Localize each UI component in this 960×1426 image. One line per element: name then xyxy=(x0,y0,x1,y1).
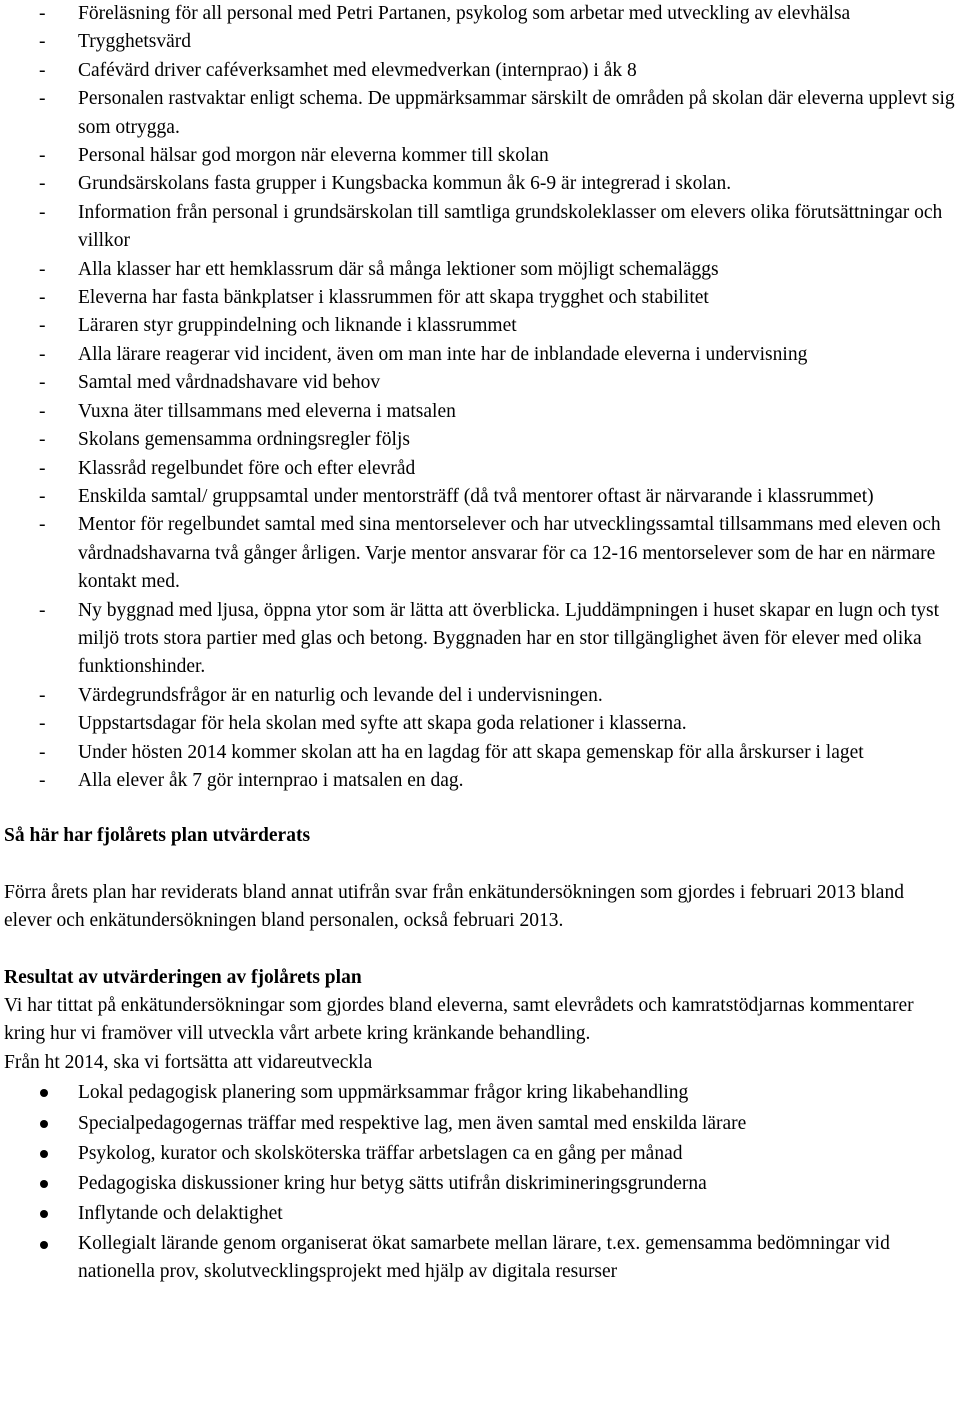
bullet-item: Inflytande och delaktighet xyxy=(4,1199,956,1229)
list-item: - Ny byggnad med ljusa, öppna ytor som är lätta att överblicka. Ljuddämpningen i huset skapar en lugn och tyst miljö trots stora partier med glas och betong. Byggnaden har en stor tillgänglighet även för elever med olika funktionshinder. xyxy=(4,597,956,682)
list-item: - Uppstartsdagar för hela skolan med syfte att skapa goda relationer i klasserna. xyxy=(4,710,956,738)
development-list xyxy=(4,1078,956,1286)
section-heading-results: Resultat av utvärderingen av fjolårets plan xyxy=(4,966,362,988)
list-item: - Eleverna har fasta bänkplatser i klassrummen för att skapa trygghet och stabilitet xyxy=(4,284,956,312)
list-item: - Värdegrundsfrågor är en naturlig och levande del i undervisningen. xyxy=(4,682,956,710)
list-item: - Grundsärskolans fasta grupper i Kungsbacka kommun åk 6-9 är integrerad i skolan. xyxy=(4,170,956,198)
section-heading-evaluation: Så här har fjolårets plan utvärderats xyxy=(4,825,311,847)
list-item: - Föreläsning för all personal med Petri Partanen, psykolog som arbetar med utveckling av elevhälsa xyxy=(4,0,956,28)
list-item: - Alla lärare reagerar vid incident, även om man inte har de inblandade eleverna i undervisning xyxy=(4,341,956,369)
list-item: - Skolans gemensamma ordningsregler följs xyxy=(4,426,956,454)
list-item: - Mentor för regelbundet samtal med sina mentorselever och har utvecklingssamtal tillsammans med eleven och vårdnadshavarna två gånger årligen. Varje mentor ansvarar för ca 12-16 mentorselever som de har en närmare kontakt med. xyxy=(4,511,956,596)
bullet-item: Specialpedagogernas träffar med respektive lag, men även samtal med enskilda lärare xyxy=(4,1109,956,1139)
list-item: - Under hösten 2014 kommer skolan att ha en lagdag för att skapa gemenskap för alla årskurser i laget xyxy=(4,739,956,767)
list-item: - Trygghetsvärd xyxy=(4,28,956,56)
list-item: - Cafévärd driver caféverksamhet med elevmedverkan (internprao) i åk 8 xyxy=(4,57,956,85)
list-item: - Alla klasser har ett hemklassrum där så många lektioner som möjligt schemaläggs xyxy=(4,256,956,284)
results-lead: Från ht 2014, ska vi fortsätta att vidareutveckla xyxy=(4,1051,373,1073)
bullet-item: Lokal pedagogisk planering som uppmärksammar frågor kring likabehandling xyxy=(4,1078,956,1108)
bullet-item: Kollegialt lärande genom organiserat ökat samarbete mellan lärare, t.ex. gemensamma bedömningar vid nationella prov, skolutvecklingsprojekt med hjälp av digitala resurser xyxy=(4,1230,956,1287)
bullet-item: Pedagogiska diskussioner kring hur betyg sätts utifrån diskrimineringsgrunderna xyxy=(4,1169,956,1199)
evaluation-paragraph: Förra årets plan har reviderats bland annat utifrån svar från enkätundersökningen som gjordes i februari 2013 bland elever och enkätundersökningen bland personalen, också februari 2013. xyxy=(4,881,904,932)
list-item: - Enskilda samtal/ gruppsamtal under mentorsträff (då två mentorer oftast är närvarande i klassrummet) xyxy=(4,483,956,511)
list-item: - Läraren styr gruppindelning och liknande i klassrummet xyxy=(4,312,956,340)
list-item: - Personalen rastvaktar enligt schema. De uppmärksammar särskilt de områden på skolan där eleverna upplevt sig som otrygga. xyxy=(4,85,956,142)
list-item: - Vuxna äter tillsammans med eleverna i matsalen xyxy=(4,398,956,426)
list-item: - Samtal med vårdnadshavare vid behov xyxy=(4,369,956,397)
results-paragraph: Vi har tittat på enkätundersökningar som gjordes bland eleverna, samt elevrådets och kamratstödjarnas kommentarer kring hur vi framöver vill utveckla vårt arbete kring kränkande behandling. xyxy=(4,995,914,1045)
bullet-item: Psykolog, kurator och skolsköterska träffar arbetslagen ca en gång per månad xyxy=(4,1139,956,1169)
measures-list xyxy=(4,0,956,795)
list-item: - Alla elever åk 7 gör internprao i matsalen en dag. xyxy=(4,767,956,795)
list-item: - Klassråd regelbundet före och efter elevråd xyxy=(4,455,956,483)
list-item: - Information från personal i grundsärskolan till samtliga grundskoleklasser om elevers olika förutsättningar och villkor xyxy=(4,199,956,256)
list-item: - Personal hälsar god morgon när eleverna kommer till skolan xyxy=(4,142,956,170)
